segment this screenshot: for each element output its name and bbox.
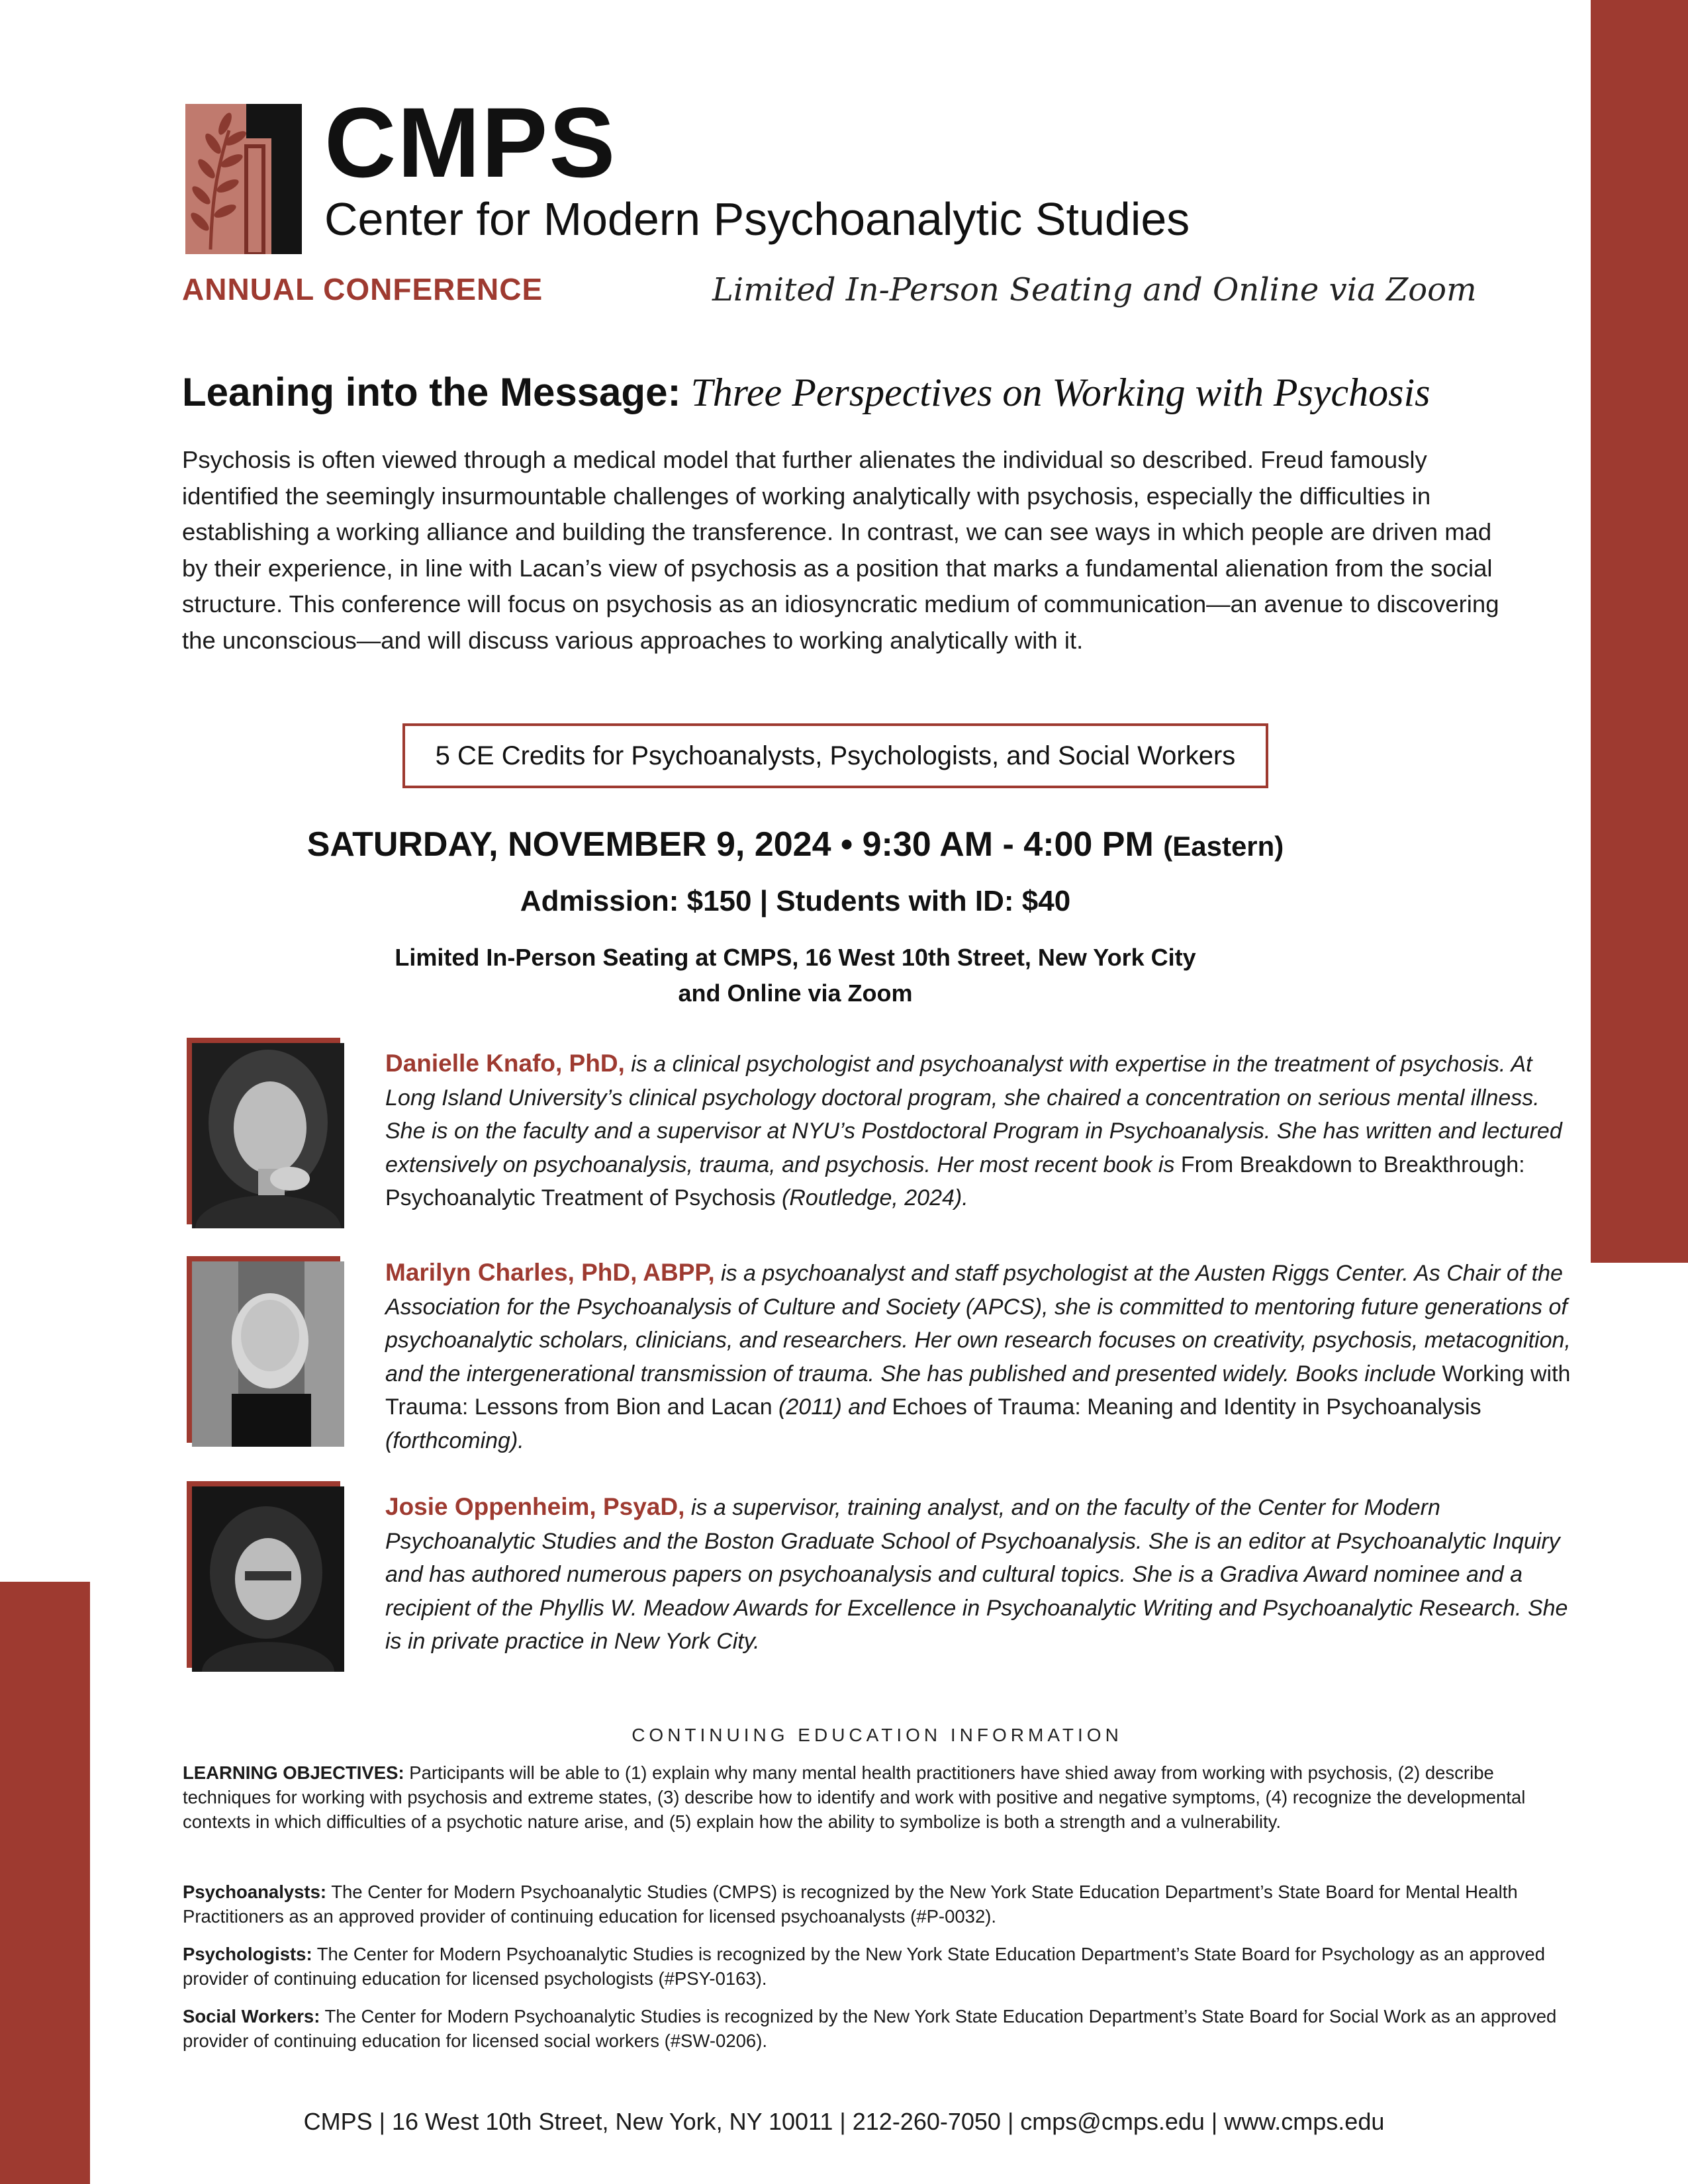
event-location-line-2: and Online via Zoom [678,979,913,1007]
speaker-bio-text: is a supervisor, training analyst, and on the faculty of the Center for Modern Psychoanalytic Studies and the Boston Graduate School of Psychoanalysis. She is an editor at Psychoanalytic Inquiry and has authored numerous papers on psychoanalysis and cultural topics. She is a Gradiva Award nominee and a recipient of the Phyllis W. Meadow Awards for Excellence in Psychoanalytic Writing and Psychoanalytic Research. She is in private practice in New York City. [385,1495,1568,1654]
speaker-name: Josie Oppenheim, PsyaD, [385,1493,685,1520]
logo-title: CMPS [324,87,617,198]
book-title: Echoes of Trauma: Meaning and Identity in Psychoanalysis [892,1394,1481,1420]
ce-heading: CONTINUING EDUCATION INFORMATION [632,1725,1123,1745]
book-title: From Breakdown to Breakthrough: Psychoanalytic Treatment of Psychosis [385,1152,1525,1210]
admission-price: Admission: $150 | Students with ID: $40 [520,885,1071,917]
ce-psychologists [183,1942,1579,1991]
ce-social-workers-text: The Center for Modern Psychoanalytic Studies is recognized by the New York State Education Department’s State Board for Social Work as an approved provider of continuing education for licensed social workers (#SW-0206). [183,2006,1557,2051]
logo-subtitle: Center for Modern Psychoanalytic Studies [324,193,1190,245]
speaker-photo-oppenheim [192,1486,344,1672]
decorative-side-bar-bottom [0,1582,90,2184]
speaker-bio-text: (Routledge, 2024). [775,1185,968,1210]
event-timezone: (Eastern) [1163,831,1284,862]
speaker-bio-text: is a psychoanalyst and staff psychologist at the Austen Riggs Center. As Chair of the Association for the Psychoanalysis of Culture and Society (APCS), she is committed to mentoring future generations of psychoanalytic scholars, clinicians, and researchers. Her own research focuses on creativity, psychosis, metacognition, and the intergenerational transmission of trauma. She has published and presented widely. Books include [385,1261,1571,1387]
speaker-photo-knafo [192,1043,344,1228]
ce-social-workers [183,2004,1579,2053]
ce-psychoanalysts-label: Psychoanalysts: [183,1882,327,1902]
ce-psychoanalysts [183,1880,1579,1929]
cmps-logo-mark [185,104,302,254]
speaker-bio-knafo [385,1047,1577,1215]
event-date-time [0,827,1591,862]
event-date-time-text: SATURDAY, NOVEMBER 9, 2024 • 9:30 AM - 4:00 PM [306,825,1154,864]
speaker-name: Marilyn Charles, PhD, ABPP, [385,1259,715,1286]
speaker-bio-text: (forthcoming). [385,1428,524,1453]
speaker-bio-oppenheim [385,1490,1577,1659]
decorative-side-bar-top [1591,0,1688,1263]
speaker-bio-text: is a clinical psychologist and psychoanalyst with expertise in the treatment of psychosis. At Long Island University’s clinical psychology doctoral program, she chaired a concentration on serious mental illness. She is on the faculty and a supervisor at NYU’s Postdoctoral Program in Psychoanalysis. She has written and lectured extensively on psychoanalysis, trauma, and psychosis. Her most recent book is [385,1052,1562,1177]
ce-psychoanalysts-text: The Center for Modern Psychoanalytic Studies (CMPS) is recognized by the New York State Education Department’s State Board for Mental Health Practitioners as an approved provider of continuing education for licensed psychoanalysts (#P-0032). [183,1882,1518,1927]
speaker-name: Danielle Knafo, PhD, [385,1050,625,1077]
speaker-photo-frame [187,1038,344,1228]
speaker-photo-charles [192,1261,344,1447]
learning-objectives-text: Participants will be able to (1) explain why many mental health practitioners have shied away from working with psychosis, (2) describe techniques for working with psychosis and extreme states, (3) describe how to identify and work with positive and negative symptoms, (4) recognize the developmental contexts in which difficulties of a psychotic nature arise, and (5) explain how the ability to symbolize is both a strength and a vulnerability. [183,1762,1526,1832]
conference-title-sub: Three Perspectives on Working with Psychosis [690,371,1430,414]
ce-credits-box: 5 CE Credits for Psychoanalysts, Psychologists, and Social Workers [402,723,1268,788]
speaker-photo-frame [187,1256,344,1447]
event-location-line-1: Limited In-Person Seating at CMPS, 16 West 10th Street, New York City [395,944,1196,971]
book-title: Working with Trauma: Lessons from Bion and Lacan [385,1361,1571,1420]
speaker-photo-frame [187,1481,344,1672]
event-location [0,940,1591,1011]
conference-description: Psychosis is often viewed through a medical model that further alienates the individual so described. Freud famously identified the seemingly insurmountable challenges of working analytically with psychosis, especially the difficulties in establishing a working alliance and building the transference. In contrast, we can see ways in which people are driven mad by their experience, in line with Lacan’s view of psychosis as a position that marks a fundamental alienation from the social structure. This conference will focus on psychosis as an idiosyncratic medium of communication—an avenue to discovering the unconscious—and will discuss various approaches to working analytically with it. [182,446,1499,654]
ce-psychologists-label: Psychologists: [183,1944,312,1964]
learning-objectives [183,1760,1579,1834]
event-format: Limited In-Person Seating and Online via Zoom [712,271,1477,308]
footer-contact: CMPS | 16 West 10th Street, New York, NY 10011 | 212-260-7050 | cmps@cmps.edu | www.cmps.edu [303,2108,1385,2135]
conference-title-main: Leaning into the Message: [182,370,681,414]
ce-social-workers-label: Social Workers: [183,2006,320,2026]
ce-psychologists-text: The Center for Modern Psychoanalytic Studies is recognized by the New York State Education Department’s State Board for Psychology as an approved provider of continuing education for licensed psychologists (#PSY-0163). [183,1944,1545,1989]
learning-objectives-label: LEARNING OBJECTIVES: [183,1762,404,1783]
speaker-bio-text: (2011) and [772,1394,892,1420]
speaker-bio-charles [385,1256,1577,1457]
event-category: ANNUAL CONFERENCE [182,272,543,306]
conference-title [182,371,1579,414]
